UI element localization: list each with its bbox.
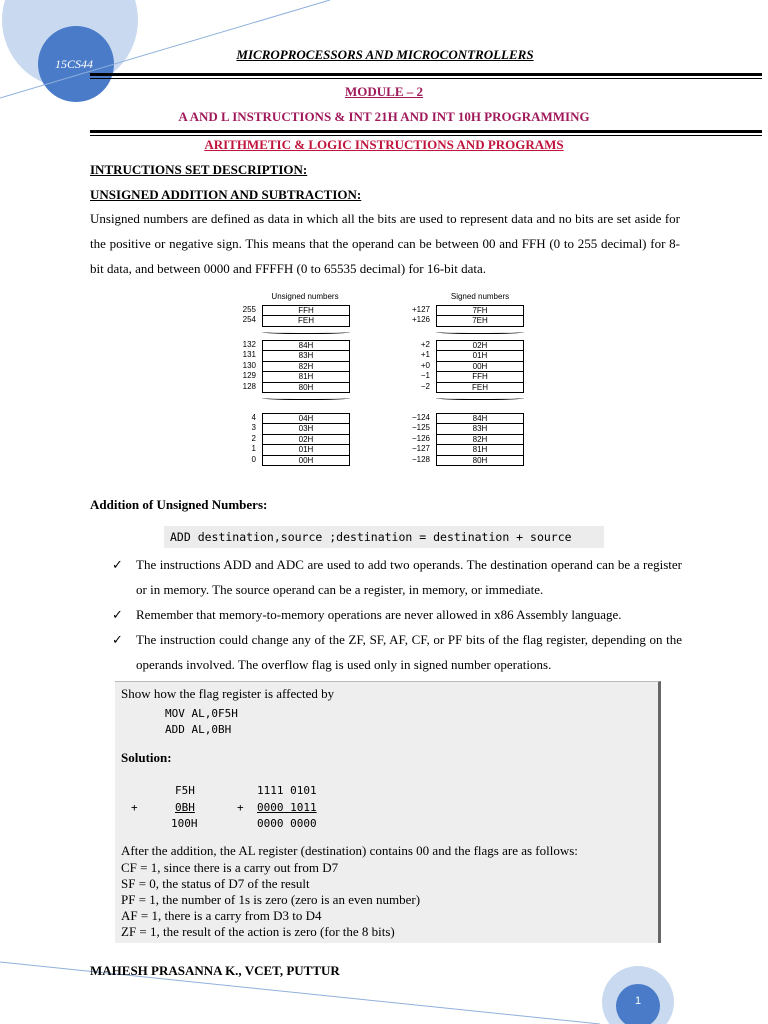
calc-row3-hex: 100H: [171, 817, 198, 830]
bullet-text: Remember that memory-to-memory operations are never allowed in x86 Assembly language.: [136, 607, 622, 622]
table-number: +1: [420, 350, 430, 360]
example-code-line-2: ADD AL,0BH: [165, 723, 232, 736]
calc-row3-bin: 0000 0000: [257, 817, 317, 830]
unsigned-numbers-table: [230, 292, 350, 468]
calc-row2-bin: 0000 1011: [257, 801, 317, 814]
table-number: 130: [242, 360, 256, 370]
checkmark-icon: ✓: [112, 607, 123, 622]
table-number: 128: [242, 381, 256, 391]
table-number-column: [230, 413, 256, 465]
checkmark-icon: ✓: [112, 557, 123, 572]
table-number: 254: [242, 315, 256, 325]
table-number-column: [400, 413, 430, 465]
calc-row1-bin: 1111 0101: [257, 784, 317, 797]
table-cell-stack: [262, 305, 350, 327]
example-result-line: ZF = 1, the result of the action is zero (for the 8 bits): [121, 924, 395, 939]
table-break-mark: [436, 329, 524, 334]
table-number-column: [230, 340, 256, 392]
bullet-item: [112, 602, 682, 627]
table-cell: 04H: [263, 414, 349, 424]
heading-unsigned: UNSIGNED ADDITION AND SUBTRACTION:: [90, 187, 362, 202]
table-number: −126: [411, 433, 430, 443]
table-cell: 80H: [298, 382, 314, 392]
table-number: 0: [251, 454, 256, 464]
table-cell: 84H: [437, 414, 523, 424]
table-cell: 83H: [437, 424, 523, 434]
table-cell: 80H: [472, 455, 488, 465]
header-rule-thin: [90, 78, 762, 79]
table-cell-stack: [262, 340, 350, 393]
footer-author: MAHESH PRASANNA K., VCET, PUTTUR: [90, 963, 340, 978]
table-cell: FFH: [437, 372, 523, 382]
table-cell: 03H: [263, 424, 349, 434]
page-number: 1: [634, 995, 642, 1007]
calc-plus-1: +: [131, 801, 138, 814]
table-cell: 82H: [263, 362, 349, 372]
table-cell: 82H: [437, 435, 523, 445]
table-cell: 83H: [263, 351, 349, 361]
table-cell: 7EH: [472, 316, 488, 326]
bullet-text: The instructions ADD and ADC are used to add two operands. The destination operand can be a register or in memory. The source operand can be a register, in memory, or immediate.: [136, 557, 682, 597]
table-number: −125: [411, 423, 430, 433]
calc-row1-hex: F5H: [175, 784, 195, 797]
table-number: 3: [251, 423, 256, 433]
table-number: 131: [242, 350, 256, 360]
table-break-mark: [262, 395, 350, 400]
table-number: −2: [420, 381, 430, 391]
footer-decoration: [0, 940, 768, 1024]
table-number: −1: [420, 371, 430, 381]
table-cell: 01H: [263, 445, 349, 455]
table-number: +126: [411, 315, 430, 325]
table-cell-stack: [436, 305, 524, 327]
table-number: 255: [242, 305, 256, 314]
example-question: Show how the flag register is affected by: [121, 686, 335, 701]
example-result-line: CF = 1, since there is a carry out from D7: [121, 860, 339, 875]
table-cell: FEH: [298, 316, 314, 326]
table-cell: FFH: [263, 306, 349, 316]
heading-instruction-set: INTRUCTIONS SET DESCRIPTION:: [90, 162, 308, 177]
section-title: ARITHMETIC & LOGIC INSTRUCTIONS AND PROGRAMS: [204, 137, 564, 152]
example-solution-label: Solution:: [121, 750, 172, 765]
table-cell: 00H: [437, 362, 523, 372]
module-rule: [90, 130, 762, 133]
example-result-line: AF = 1, there is a carry from D3 to D4: [121, 908, 322, 923]
table-number-column: [400, 305, 430, 326]
module-rule-thin: [90, 135, 762, 136]
table-break-mark: [262, 329, 350, 334]
table-number-column: [400, 340, 430, 392]
table-cell: 81H: [263, 372, 349, 382]
bullet-text: The instruction could change any of the ZF, SF, AF, CF, or PF bits of the flag register, depending on the operands involved. The overflow flag is used only in signed number operations.: [136, 632, 682, 672]
table-cell: 02H: [263, 435, 349, 445]
table-number-column: [230, 305, 256, 326]
table-cell: 7FH: [437, 306, 523, 316]
flag-example-box: [115, 681, 661, 943]
module-number: MODULE – 2: [345, 84, 423, 99]
table-cell: 84H: [263, 341, 349, 351]
calc-row2-hex: 0BH: [175, 801, 195, 814]
signed-numbers-table: [400, 292, 525, 468]
checkmark-icon: ✓: [112, 632, 123, 647]
table-number: +0: [420, 360, 430, 370]
example-result-line: After the addition, the AL register (destination) contains 00 and the flags are as follows:: [121, 843, 578, 858]
example-result-line: SF = 0, the status of D7 of the result: [121, 876, 310, 891]
table-cell-stack: [436, 340, 524, 393]
table-number: 129: [242, 371, 256, 381]
table-cell: 02H: [437, 341, 523, 351]
table-cell-stack: [262, 413, 350, 466]
table-cell-stack: [436, 413, 524, 466]
add-syntax-code: ADD destination,source ;destination = destination + source: [164, 526, 604, 548]
course-code: 15CS44: [54, 57, 93, 71]
table-break-mark: [436, 395, 524, 400]
signed-table-title: Signed numbers: [450, 292, 510, 301]
table-number: 132: [242, 340, 256, 349]
course-title: MICROPROCESSORS AND MICROCONTROLLERS: [236, 47, 534, 62]
intro-paragraph: Unsigned numbers are defined as data in which all the bits are used to represent data and no bits are set aside for the positive or negative sign. This means that the operand can be between 00 and FFH (0 to 255 decimal) for 8-bit data, and between 0000 and FFFFH (0 to 65535 decimal) for 16-bit data.: [90, 211, 680, 276]
header-rule: [90, 73, 762, 76]
example-code-line-1: MOV AL,0F5H: [165, 707, 238, 720]
table-number: −127: [411, 444, 430, 454]
example-result-line: PF = 1, the number of 1s is zero (zero is an even number): [121, 892, 421, 907]
bullet-item: [112, 627, 682, 677]
table-number: −124: [411, 413, 430, 422]
table-number: 1: [251, 444, 256, 454]
bullet-list: [112, 552, 682, 677]
module-subtitle: A AND L INSTRUCTIONS & INT 21H AND INT 10H PROGRAMMING: [178, 109, 590, 124]
table-number: +127: [411, 305, 430, 314]
table-cell: 01H: [437, 351, 523, 361]
table-number: +2: [420, 340, 430, 349]
calc-plus-2: +: [237, 801, 244, 814]
table-number: 4: [251, 413, 256, 422]
table-cell: FEH: [472, 382, 488, 392]
table-number: −128: [411, 454, 430, 464]
bullet-item: [112, 552, 682, 602]
table-cell: 00H: [298, 455, 314, 465]
unsigned-table-title: Unsigned numbers: [271, 292, 339, 301]
table-number: 2: [251, 433, 256, 443]
table-cell: 81H: [437, 445, 523, 455]
heading-addition: Addition of Unsigned Numbers:: [90, 497, 268, 512]
